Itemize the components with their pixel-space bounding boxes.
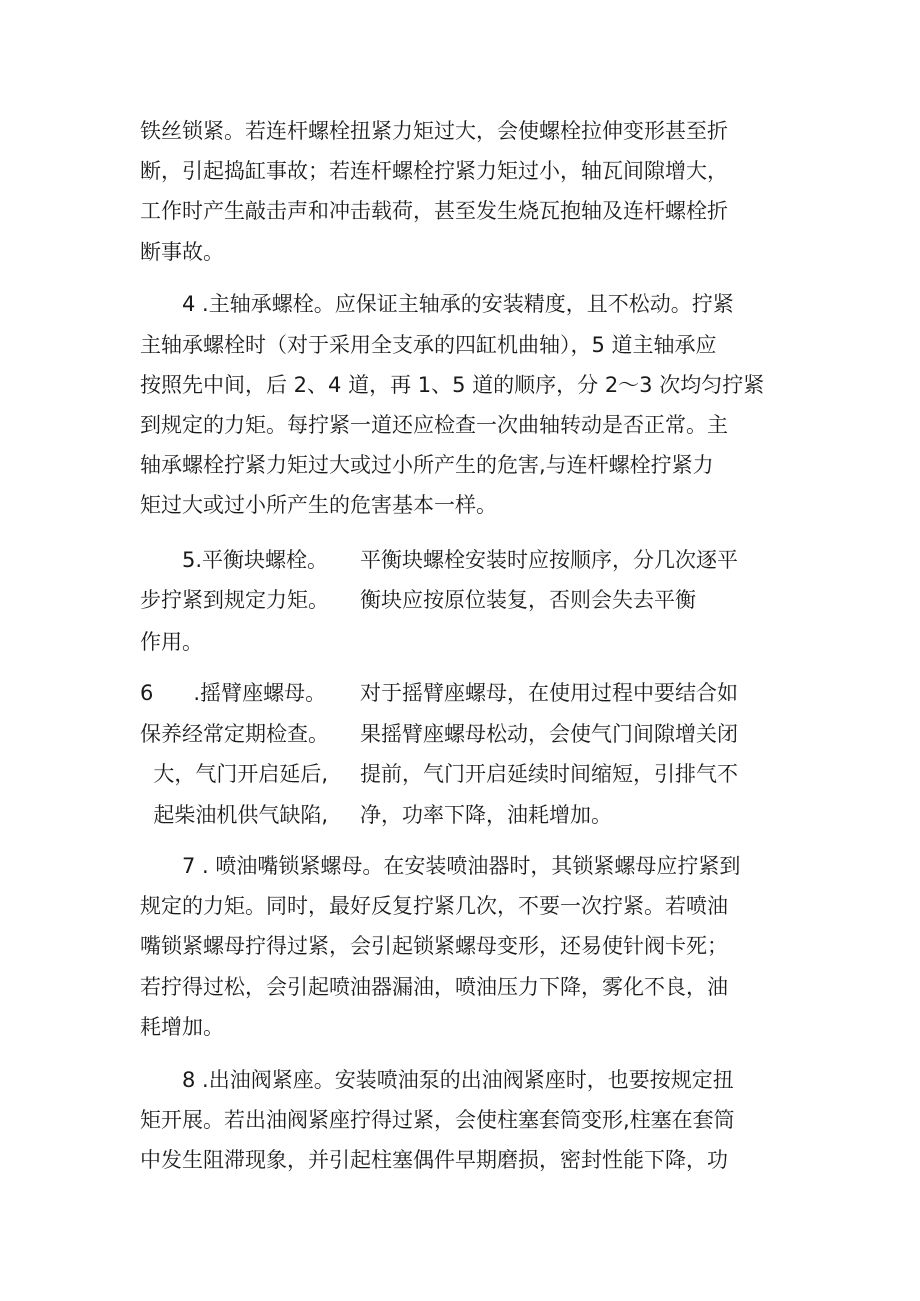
text-line: 耗增加。 bbox=[140, 1015, 224, 1039]
text-line-right: 提前，气门开启延续时间缩短，引排气不 bbox=[360, 762, 738, 786]
text-line: 规定的力矩。同时，最好反复拧紧几次，不要一次拧紧。若喷油 bbox=[140, 894, 728, 918]
text-line-left: 步拧紧到规定力矩。 bbox=[140, 588, 329, 612]
text-line: 7 . 喷油嘴锁紧螺母。在安装喷油器时，其锁紧螺母应拧紧到 bbox=[182, 854, 741, 878]
text-line: 矩过大或过小所产生的危害基本一样。 bbox=[140, 493, 497, 517]
text-line-right: 净，功率下降，油耗增加。 bbox=[360, 803, 612, 827]
text-line: 轴承螺栓拧紧力矩过大或过小所产生的危害,与连杆螺栓拧紧力 bbox=[140, 453, 714, 477]
text-line: 工作时产生敲击声和冲击载荷，甚至发生烧瓦抱轴及连杆螺栓折 bbox=[140, 199, 728, 223]
text-line-left: 作用。 bbox=[140, 630, 203, 654]
text-line-left: 保养经常定期检查。 bbox=[140, 722, 329, 746]
text-line-right: 平衡块螺栓安装时应按顺序，分几次逐平 bbox=[360, 548, 738, 572]
text-line: 中发生阻滞现象，并引起柱塞偶件早期磨损，密封性能下降，功 bbox=[140, 1148, 728, 1172]
text-line-right: 果摇臂座螺母松动，会使气门间隙增关闭 bbox=[360, 722, 738, 746]
text-line: 主轴承螺栓时（对于采用全支承的四缸机曲轴），5 道主轴承应 bbox=[140, 333, 717, 357]
text-line-left: 起柴油机供气缺陷, bbox=[140, 803, 329, 827]
text-line: 8 .出油阀紧座。安装喷油泵的出油阀紧座时，也要按规定扭 bbox=[182, 1068, 734, 1092]
text-line: 断事故。 bbox=[140, 240, 224, 264]
text-line-left: 6 .摇臂座螺母。 bbox=[140, 681, 327, 705]
text-line: 铁丝锁紧。若连杆螺栓扭紧力矩过大，会使螺栓拉伸变形甚至折 bbox=[140, 119, 728, 143]
text-line-left: 大，气门开启延后, bbox=[140, 762, 329, 786]
text-line-left: 5.平衡块螺栓。 bbox=[182, 548, 329, 572]
text-line: 按照先中间，后 2、4 道，再 1、5 道的顺序，分 2～3 次均匀拧紧 bbox=[140, 373, 765, 397]
text-line: 若拧得过松，会引起喷油器漏油，喷油压力下降，雾化不良，油 bbox=[140, 975, 728, 999]
text-line: 到规定的力矩。每拧紧一道还应检查一次曲轴转动是否正常。主 bbox=[140, 413, 728, 437]
text-line: 矩开展。若出油阀紧座拧得过紧，会使柱塞套筒变形,柱塞在套筒 bbox=[140, 1108, 735, 1132]
text-line: 嘴锁紧螺母拧得过紧，会引起锁紧螺母变形，还易使针阀卡死； bbox=[140, 934, 728, 958]
text-line: 4 .主轴承螺栓。应保证主轴承的安装精度，且不松动。拧紧 bbox=[182, 292, 734, 316]
text-line-right: 对于摇臂座螺母，在使用过程中要结合如 bbox=[360, 681, 738, 705]
text-line-right: 衡块应按原位装复，否则会失去平衡 bbox=[360, 588, 696, 612]
text-line: 断，引起捣缸事故；若连杆螺栓拧紧力矩过小，轴瓦间隙增大， bbox=[140, 159, 728, 183]
